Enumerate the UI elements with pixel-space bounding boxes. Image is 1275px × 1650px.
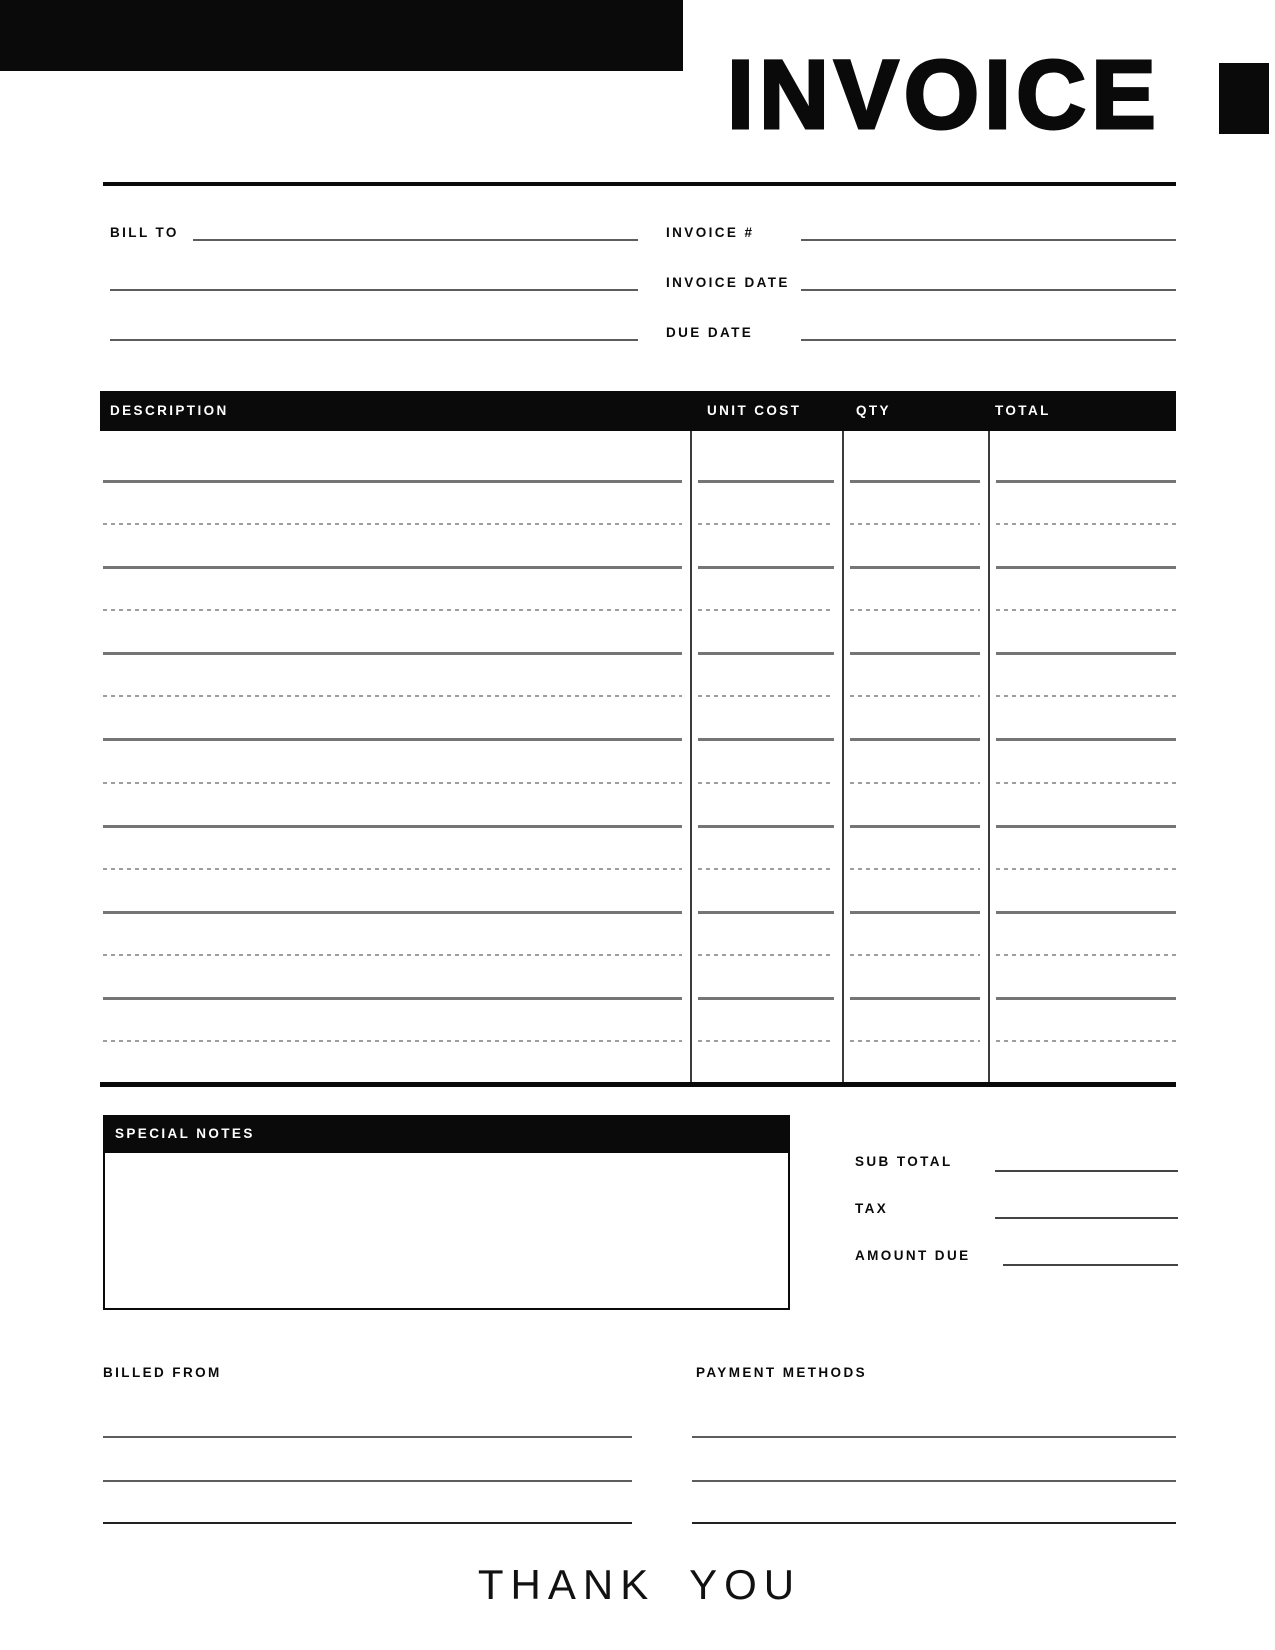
table-line-r13-c1[interactable] bbox=[103, 997, 682, 1000]
special-notes-label: SPECIAL NOTES bbox=[115, 1126, 255, 1141]
invoice-title: INVOICE bbox=[727, 40, 1161, 149]
payment-methods-line-2[interactable] bbox=[692, 1480, 1176, 1482]
table-line-r3-c3[interactable] bbox=[850, 566, 980, 569]
table-line-r4-c3[interactable] bbox=[850, 609, 980, 611]
table-line-r7-c1[interactable] bbox=[103, 738, 682, 741]
billed-from-line-1[interactable] bbox=[103, 1436, 632, 1438]
table-line-r6-c1[interactable] bbox=[103, 695, 682, 697]
table-line-r11-c1[interactable] bbox=[103, 911, 682, 914]
table-line-r7-c3[interactable] bbox=[850, 738, 980, 741]
header-accent-square bbox=[1219, 63, 1269, 134]
table-column-divider-1 bbox=[690, 431, 692, 1082]
table-line-r11-c4[interactable] bbox=[996, 911, 1176, 914]
due-date-line[interactable] bbox=[801, 339, 1176, 341]
subtotal-label: SUB TOTAL bbox=[855, 1154, 953, 1169]
table-line-r9-c3[interactable] bbox=[850, 825, 980, 828]
table-line-r12-c1[interactable] bbox=[103, 954, 682, 956]
bill-to-label: BILL TO bbox=[110, 225, 179, 240]
due-date-label: DUE DATE bbox=[666, 325, 754, 340]
table-line-r3-c4[interactable] bbox=[996, 566, 1176, 569]
table-line-r12-c3[interactable] bbox=[850, 954, 980, 956]
table-bottom-border bbox=[100, 1082, 1176, 1087]
payment-methods-line-3[interactable] bbox=[692, 1522, 1176, 1524]
table-line-r2-c3[interactable] bbox=[850, 523, 980, 525]
table-column-divider-3 bbox=[988, 431, 990, 1082]
thank-you-text: THANK YOU bbox=[477, 1561, 802, 1608]
bill-to-line-1[interactable] bbox=[193, 239, 638, 241]
table-line-r5-c3[interactable] bbox=[850, 652, 980, 655]
table-line-r11-c2[interactable] bbox=[698, 911, 834, 914]
table-line-r10-c2[interactable] bbox=[698, 868, 834, 870]
table-line-r5-c1[interactable] bbox=[103, 652, 682, 655]
invoice-number-line[interactable] bbox=[801, 239, 1176, 241]
table-line-r9-c2[interactable] bbox=[698, 825, 834, 828]
invoice-date-label: INVOICE DATE bbox=[666, 275, 790, 290]
table-line-r5-c2[interactable] bbox=[698, 652, 834, 655]
table-line-r8-c4[interactable] bbox=[996, 782, 1176, 784]
table-line-r3-c2[interactable] bbox=[698, 566, 834, 569]
invoice-date-line[interactable] bbox=[801, 289, 1176, 291]
table-line-r7-c2[interactable] bbox=[698, 738, 834, 741]
subtotal-line[interactable] bbox=[995, 1170, 1178, 1172]
table-line-r12-c4[interactable] bbox=[996, 954, 1176, 956]
table-line-r14-c2[interactable] bbox=[698, 1040, 834, 1042]
table-line-r4-c1[interactable] bbox=[103, 609, 682, 611]
table-line-r13-c3[interactable] bbox=[850, 997, 980, 1000]
table-header-description: DESCRIPTION bbox=[110, 403, 229, 418]
tax-label: TAX bbox=[855, 1201, 889, 1216]
table-line-r14-c3[interactable] bbox=[850, 1040, 980, 1042]
tax-line[interactable] bbox=[995, 1217, 1178, 1219]
table-line-r12-c2[interactable] bbox=[698, 954, 834, 956]
table-column-divider-2 bbox=[842, 431, 844, 1082]
table-line-r14-c1[interactable] bbox=[103, 1040, 682, 1042]
table-line-r11-c3[interactable] bbox=[850, 911, 980, 914]
table-line-r10-c1[interactable] bbox=[103, 868, 682, 870]
header-bar bbox=[0, 0, 683, 71]
table-line-r4-c2[interactable] bbox=[698, 609, 834, 611]
table-line-r8-c1[interactable] bbox=[103, 782, 682, 784]
table-line-r3-c1[interactable] bbox=[103, 566, 682, 569]
table-line-r7-c4[interactable] bbox=[996, 738, 1176, 741]
table-line-r8-c3[interactable] bbox=[850, 782, 980, 784]
table-line-r2-c4[interactable] bbox=[996, 523, 1176, 525]
table-line-r2-c2[interactable] bbox=[698, 523, 834, 525]
table-line-r10-c3[interactable] bbox=[850, 868, 980, 870]
special-notes-header-bar bbox=[103, 1115, 790, 1153]
table-line-r6-c4[interactable] bbox=[996, 695, 1176, 697]
table-line-r10-c4[interactable] bbox=[996, 868, 1176, 870]
billed-from-line-3[interactable] bbox=[103, 1522, 632, 1524]
bill-to-line-2[interactable] bbox=[110, 289, 638, 291]
table-line-r6-c3[interactable] bbox=[850, 695, 980, 697]
table-line-r13-c2[interactable] bbox=[698, 997, 834, 1000]
table-header-bar bbox=[100, 391, 1176, 431]
amount-due-label: AMOUNT DUE bbox=[855, 1248, 971, 1263]
table-line-r2-c1[interactable] bbox=[103, 523, 682, 525]
table-line-r9-c1[interactable] bbox=[103, 825, 682, 828]
payment-methods-line-1[interactable] bbox=[692, 1436, 1176, 1438]
table-line-r13-c4[interactable] bbox=[996, 997, 1176, 1000]
table-line-r14-c4[interactable] bbox=[996, 1040, 1176, 1042]
table-header-total: TOTAL bbox=[995, 403, 1051, 418]
table-line-r6-c2[interactable] bbox=[698, 695, 834, 697]
bill-to-line-3[interactable] bbox=[110, 339, 638, 341]
table-line-r1-c3[interactable] bbox=[850, 480, 980, 483]
payment-methods-label: PAYMENT METHODS bbox=[696, 1365, 868, 1380]
header-divider bbox=[103, 182, 1176, 186]
table-header-unit-cost: UNIT COST bbox=[707, 403, 802, 418]
table-line-r1-c4[interactable] bbox=[996, 480, 1176, 483]
billed-from-line-2[interactable] bbox=[103, 1480, 632, 1482]
billed-from-label: BILLED FROM bbox=[103, 1365, 222, 1380]
invoice-number-label: INVOICE # bbox=[666, 225, 755, 240]
table-line-r5-c4[interactable] bbox=[996, 652, 1176, 655]
amount-due-line[interactable] bbox=[1003, 1264, 1178, 1266]
table-line-r9-c4[interactable] bbox=[996, 825, 1176, 828]
table-line-r4-c4[interactable] bbox=[996, 609, 1176, 611]
table-line-r8-c2[interactable] bbox=[698, 782, 834, 784]
table-line-r1-c2[interactable] bbox=[698, 480, 834, 483]
table-header-qty: QTY bbox=[856, 403, 891, 418]
table-line-r1-c1[interactable] bbox=[103, 480, 682, 483]
